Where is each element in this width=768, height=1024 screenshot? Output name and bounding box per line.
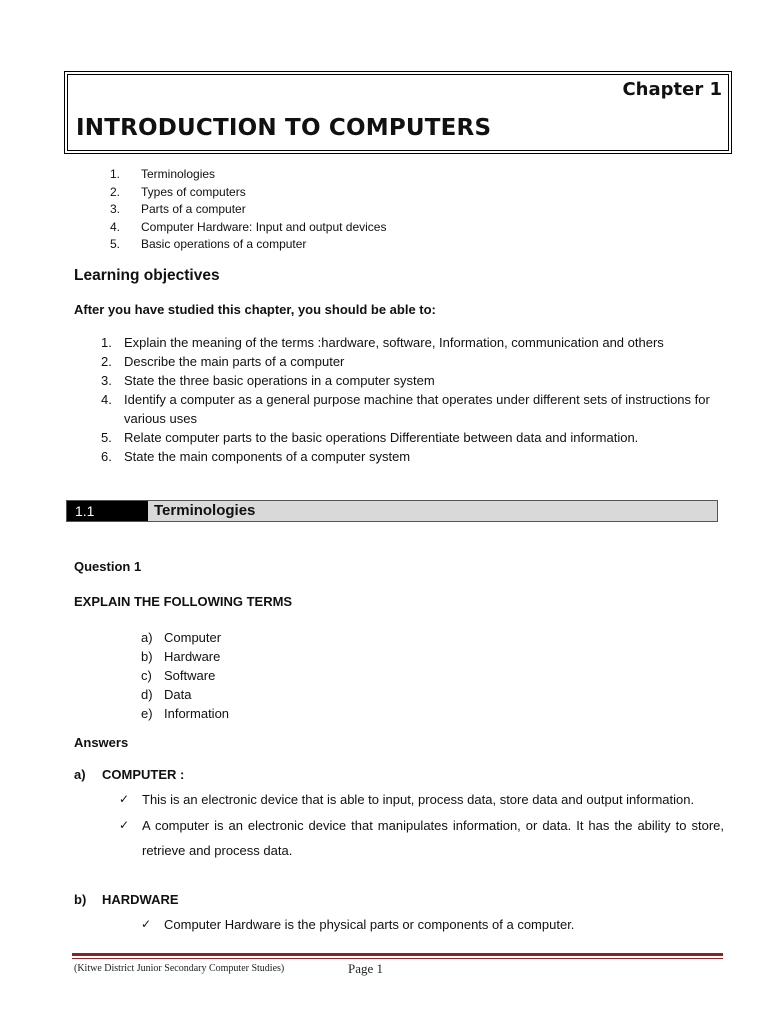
section-heading-bar (66, 500, 718, 522)
list-item: e) Information (141, 706, 230, 721)
terms-list (141, 628, 229, 723)
list-item: 2. Describe the main parts of a computer (101, 354, 345, 369)
answers-heading: Answers (74, 735, 129, 750)
chapter-title: INTRODUCTION TO COMPUTERS (76, 115, 492, 141)
objectives-list (101, 333, 721, 466)
answer-point: ✓ A computer is an electronic device that manipulates information, or data. It has the ability to store, retrieve and process data. (119, 813, 724, 863)
answer-heading-hardware: b) HARDWARE (74, 892, 179, 907)
objectives-intro: After you have studied this chapter, you should be able to: (74, 302, 436, 317)
footer-divider (72, 958, 723, 959)
list-item: d) Data (141, 687, 192, 702)
list-item: 1. Explain the meaning of the terms :hardware, software, Information, communication and others (101, 335, 664, 350)
learning-objectives-heading: Learning objectives (74, 267, 220, 284)
chapter-header-box (64, 71, 732, 154)
list-item: 3. State the three basic operations in a computer system (101, 373, 435, 388)
question-title: Question 1 (74, 559, 142, 574)
footer-divider (72, 953, 723, 956)
list-item: a) Computer (141, 630, 222, 645)
answer-heading-computer: a) COMPUTER : (74, 767, 185, 782)
list-item: b) Hardware (141, 649, 221, 664)
list-item: 5. Basic operations of a computer (110, 237, 307, 252)
list-item: 1. Terminologies (110, 167, 216, 181)
section-number: 1.1 (67, 501, 148, 521)
question-instruction: EXPLAIN THE FOLLOWING TERMS (74, 594, 293, 609)
list-item: 6. State the main components of a computer system (101, 449, 411, 464)
list-item: c) Software (141, 668, 216, 683)
list-item: 4. Identify a computer as a general purpose machine that operates under different sets of instructions for various uses (101, 392, 710, 426)
checkmark-icon: ✓ (141, 917, 152, 931)
page-number: Page 1 (348, 961, 384, 976)
list-item: 5. Relate computer parts to the basic operations Differentiate between data and information. (101, 430, 639, 445)
list-item: 4. Computer Hardware: Input and output devices (110, 219, 387, 234)
checkmark-icon: ✓ (119, 792, 130, 806)
answer-point: ✓ Computer Hardware is the physical parts or components of a computer. (141, 912, 721, 937)
footer-source: (Kitwe District Junior Secondary Computer Studies) (74, 963, 285, 974)
list-item: 2. Types of computers (110, 184, 246, 199)
checkmark-icon: ✓ (119, 818, 130, 832)
section-title: Terminologies (154, 502, 256, 519)
chapter-label: Chapter 1 (622, 79, 722, 100)
chapter-contents-list (110, 166, 386, 254)
list-item: 3. Parts of a computer (110, 202, 246, 217)
answer-point: ✓ This is an electronic device that is able to input, process data, store data and output information. (119, 787, 719, 812)
